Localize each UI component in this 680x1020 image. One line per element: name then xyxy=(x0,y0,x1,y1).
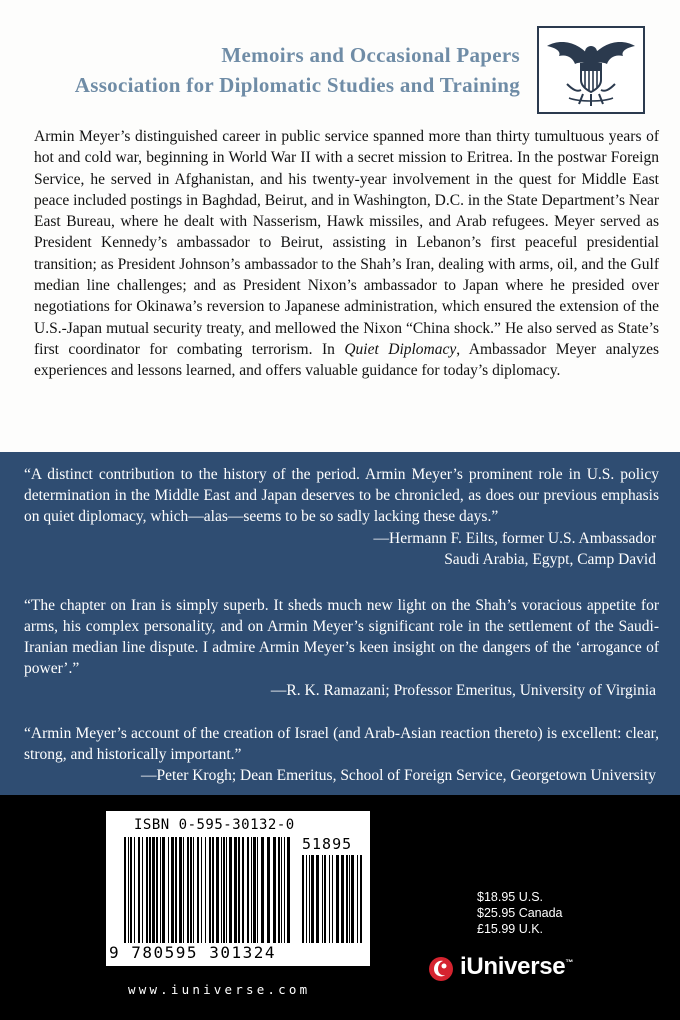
barcode-bar xyxy=(306,855,307,943)
barcode-bar xyxy=(329,855,330,943)
price-canada: $25.95 Canada xyxy=(477,906,563,920)
barcode-bar xyxy=(346,855,348,943)
ean-number: 9 780595 301324 xyxy=(109,943,276,962)
ean-barcode-icon xyxy=(124,837,294,947)
barcode-bar xyxy=(341,855,344,943)
barcode-bar xyxy=(316,855,319,943)
blurb-quote-1: “A distinct contribution to the history of the period. Armin Meyer’s prominent role in U.S. policy determination in the Middle East and Japan deserves to be chronicled, as does our previous emphasis on quiet diplomacy, which—alas—seems to be so sadly lacking these days.” xyxy=(24,466,659,525)
barcode-bar xyxy=(128,837,129,943)
publisher-website: www.iuniverse.com xyxy=(128,982,311,997)
barcode-bar xyxy=(124,837,126,943)
barcode-bar xyxy=(149,837,151,943)
barcode-bar xyxy=(322,855,323,943)
series-line-2: Association for Diplomatic Studies and Training xyxy=(74,73,520,97)
barcode-bar xyxy=(242,837,244,943)
barcode-bar xyxy=(226,837,227,943)
barcode-bar xyxy=(357,855,358,943)
publisher-name-text: iUniverse xyxy=(460,953,566,980)
barcode-bar xyxy=(223,837,225,943)
barcode-bar xyxy=(360,855,362,943)
price-code-barcode-icon xyxy=(302,855,364,947)
barcode-bar xyxy=(156,837,158,943)
barcode-bar xyxy=(168,837,169,943)
barcode-bar xyxy=(247,837,249,943)
blurb-attribution-1-line-1: —Hermann F. Eilts, former U.S. Ambassador xyxy=(373,530,656,547)
barcode-bar xyxy=(216,837,219,943)
barcode-bar xyxy=(251,837,252,943)
trademark-symbol: ™ xyxy=(565,958,574,967)
barcode-bar xyxy=(257,837,258,943)
barcode-bar xyxy=(351,855,354,943)
barcode-bar xyxy=(324,855,326,943)
barcode-bar xyxy=(261,837,264,943)
description-part-2: , Ambassador Meyer analyzes experiences and lessons learned, and offers valuable guidance for today’s diplomacy. xyxy=(34,340,659,380)
barcode-bar xyxy=(171,837,174,943)
blurb-attribution-1-line-2: Saudi Arabia, Egypt, Camp David xyxy=(444,551,656,568)
back-cover-top xyxy=(0,0,680,452)
barcode-bar xyxy=(302,855,304,943)
barcode-bar xyxy=(278,837,280,943)
barcode-bar xyxy=(138,837,140,943)
barcode-bar xyxy=(205,837,206,943)
barcode-bar xyxy=(309,855,310,943)
eagle-seal-icon xyxy=(537,26,645,114)
barcode-bar xyxy=(162,837,165,943)
barcode-bar xyxy=(187,837,189,943)
barcode-bar xyxy=(130,837,132,943)
barcode-bar xyxy=(179,837,182,943)
series-line-1: Memoirs and Occasional Papers xyxy=(221,43,520,67)
barcode-bar xyxy=(146,837,148,943)
barcode-bar xyxy=(190,837,192,943)
barcode-bar xyxy=(281,837,282,943)
price-code-number: 51895 xyxy=(302,835,353,853)
barcode-bar xyxy=(287,837,290,943)
barcode-bar xyxy=(183,837,184,943)
publisher-name xyxy=(460,953,573,981)
barcode-bar xyxy=(273,837,276,943)
barcode-bar xyxy=(175,837,177,943)
blurb-quote-2: “The chapter on Iran is simply superb. It sheds much new light on the Shah’s voracious appetite for arms, his complex personality, and on Armin Meyer’s significant role in the settlement of the Saudi-Iranian median line dispute. I admire Armin Meyer’s keen insight on the dangers of the ‘arrogance of power’.” xyxy=(24,597,659,677)
book-description xyxy=(34,126,659,382)
barcode-bar xyxy=(152,837,155,943)
book-title-italic: Quiet Diplomacy xyxy=(344,340,457,358)
barcode-bar xyxy=(134,837,135,943)
blurb-attribution-2: —R. K. Ramazani; Professor Emeritus, University of Virginia xyxy=(270,682,656,699)
barcode-label xyxy=(106,811,370,966)
iuniverse-swirl-icon xyxy=(428,952,456,982)
barcode-bar xyxy=(229,837,232,943)
blurb-attribution-3: —Peter Krogh; Dean Emeritus, School of Foreign Service, Georgetown University xyxy=(141,767,656,784)
barcode-bar xyxy=(238,837,240,943)
barcode-bar xyxy=(160,837,161,943)
barcode-bar xyxy=(311,855,314,943)
barcode-bar xyxy=(284,837,285,943)
barcode-bar xyxy=(221,837,222,943)
barcode-bar xyxy=(209,837,211,943)
description-part-1: Armin Meyer’s distinguished career in public service spanned more than thirty tumultuous years of hot and cold war, beginning in World War II with a secret mission to Eritrea. In the postwar Foreign Service, he served in Afghanistan, and his twenty-year involvement in the quest for Middle East peace included postings in Baghdad, Beirut, and in Washington, D.C. in the State Department’s Near East Bureau, where he dealt with Nasserism, Hawk missiles, and Arab refugees. Meyer served as President Kennedy’s ambassador to Beirut, assisting in Lebanon’s first peaceful presidential transition; as President Johnson’s ambassador to the Shah’s Iran, dealing with arms, oil, and the Gulf median line challenges; and as President Nixon’s ambassador to Japan where he presided over negotiations for Okinawa’s reversion to Japanese administration, which ensured the extension of the U.S.-Japan mutual security treaty, and mellowed the Nixon “China shock.” He also served as State’s first coordinator for combating terrorism. In xyxy=(34,128,659,358)
barcode-bar xyxy=(201,837,202,943)
barcode-bar xyxy=(267,837,270,943)
barcode-bar xyxy=(349,855,350,943)
barcode-bar xyxy=(197,837,199,943)
isbn-label: ISBN 0-595-30132-0 xyxy=(134,817,295,833)
series-title xyxy=(0,40,520,100)
barcode-bar xyxy=(234,837,237,943)
blurbs-panel xyxy=(0,452,680,795)
footer-band xyxy=(0,795,680,1020)
price-uk: £15.99 U.K. xyxy=(477,922,544,936)
price-us: $18.95 U.S. xyxy=(477,890,544,904)
barcode-bar xyxy=(253,837,256,943)
price-list xyxy=(477,889,563,937)
barcode-bar xyxy=(336,855,339,943)
barcode-bar xyxy=(142,837,143,943)
barcode-bar xyxy=(193,837,194,943)
barcode-bar xyxy=(212,837,214,943)
barcode-bar xyxy=(332,855,333,943)
blurb-quote-3: “Armin Meyer’s account of the creation of Israel (and Arab-Asian reaction thereto) is excellent: clear, strong, and historically important.” xyxy=(24,725,659,763)
